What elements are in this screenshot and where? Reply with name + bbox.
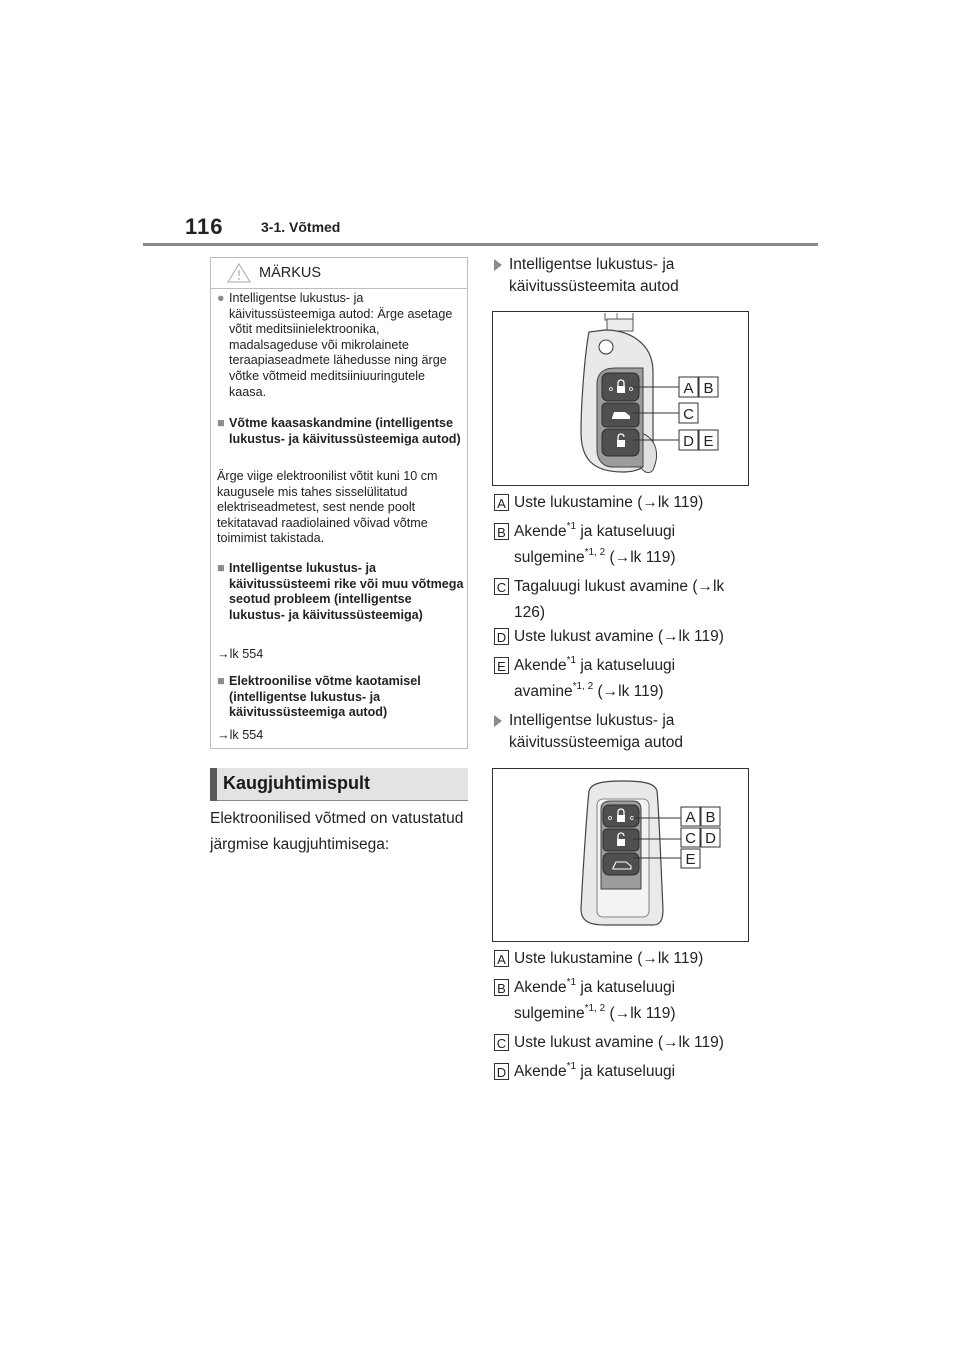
notice-subheading: ■ Intelligentse lukustus- ja käivitussüsteemi rike või muu võtmega seotud probleem (intelligentse lukustus- ja käivitussüsteemiga) [217,561,464,622]
smart-key-illustration [493,769,750,943]
notice-box [210,257,468,749]
function-item: C Tagaluugi lukust avamine (→lk 126) [494,574,764,626]
function-item: B Akende$^{*1}$ ja katuseluugi sulgemine$^{*1, 2}$ (→lk 119) [494,519,764,571]
function-item: D Akende$^{*1}$ ja katuseluugi [494,1059,764,1085]
section1-title: Intelligentse lukustus- ja käivitussüsteemita autod [494,254,754,298]
heading-accent-bar [210,768,217,801]
figure-label: B [703,380,714,397]
item-badge: A [494,494,509,511]
square-bullet-icon: ■ [217,416,225,430]
figure-label: B [705,809,716,826]
triangle-bullet-icon [494,715,502,727]
figure-label: C [683,406,694,423]
key-figure-with-smart [492,768,749,942]
triangle-bullet-icon [494,259,502,271]
section-title: 3-1. Võtmed [261,219,341,235]
remote-heading [217,768,468,801]
item-badge: C [494,1034,509,1051]
header-rule [143,243,818,246]
notice-bullet: ● Intelligentse lukustus- ja käivitussüsteemiga autod: Ärge asetage võtit meditsiinielektroonika, madalsageduse või mikrolainete teraapiaseadmete lähedusse ning ärge võtke võtmeid meditsiiniuuringutele kaasa. [217,291,453,399]
remote-intro: Elektroonilised võtmed on vatustatud järgmise kaugjuhtimisega: [210,810,464,853]
notice-page-ref: →lk 554 [217,728,264,742]
notice-title: MÄRKUS [259,265,322,281]
function-item: A Uste lukustamine (→lk 119) [494,946,764,972]
function-item: E Akende$^{*1}$ ja katuseluugi avamine$^{*1, 2}$ (→lk 119) [494,653,764,705]
square-bullet-icon: ■ [217,674,225,688]
function-item: D Uste lukust avamine (→lk 119) [494,624,764,650]
section2-title: Intelligentse lukustus- ja käivitussüsteemiga autod [494,710,754,754]
item-badge: B [494,523,509,540]
page-number: 116 [185,214,224,239]
flip-key-illustration [493,312,750,487]
item-badge: D [494,628,509,645]
function-item: C Uste lukust avamine (→lk 119) [494,1030,764,1056]
warning-triangle-icon [227,263,251,283]
figure-label: D [683,433,694,450]
notice-page-ref: →lk 554 [217,647,264,661]
bullet-dot-icon: ● [217,291,225,305]
item-badge: C [494,578,509,595]
item-badge: E [494,657,509,674]
notice-subheading: ■ Elektroonilise võtme kaotamisel (intelligentse lukustus- ja käivitussüsteemiga autod) [217,674,421,720]
function-item: B Akende$^{*1}$ ja katuseluugi sulgemine$^{*1, 2}$ (→lk 119) [494,975,764,1027]
square-bullet-icon: ■ [217,561,225,575]
function-item: A Uste lukustamine (→lk 119) [494,490,764,516]
figure-label: E [703,433,714,450]
figure-label: A [683,380,694,397]
notice-header [211,258,467,289]
notice-subheading: ■ Võtme kaasaskandmine (intelligentse lukustus- ja käivitussüsteemiga autod) [217,416,461,446]
item-badge: D [494,1063,509,1080]
item-badge: A [494,950,509,967]
remote-heading-title: Kaugjuhtimispult [223,773,370,793]
figure-label: A [685,809,696,826]
figure-label: E [685,851,696,868]
figure-label: C [685,830,696,847]
key-figure-without-smart [492,311,749,486]
item-badge: B [494,979,509,996]
notice-paragraph: Ärge viige elektroonilist võtit kuni 10 cm kaugusele mis tahes sisselülitatud elektriseadmetest, sest nende poolt tekitatavad raadiolained võivad võtme toimimist takistada. [217,469,438,546]
figure-label: D [705,830,716,847]
